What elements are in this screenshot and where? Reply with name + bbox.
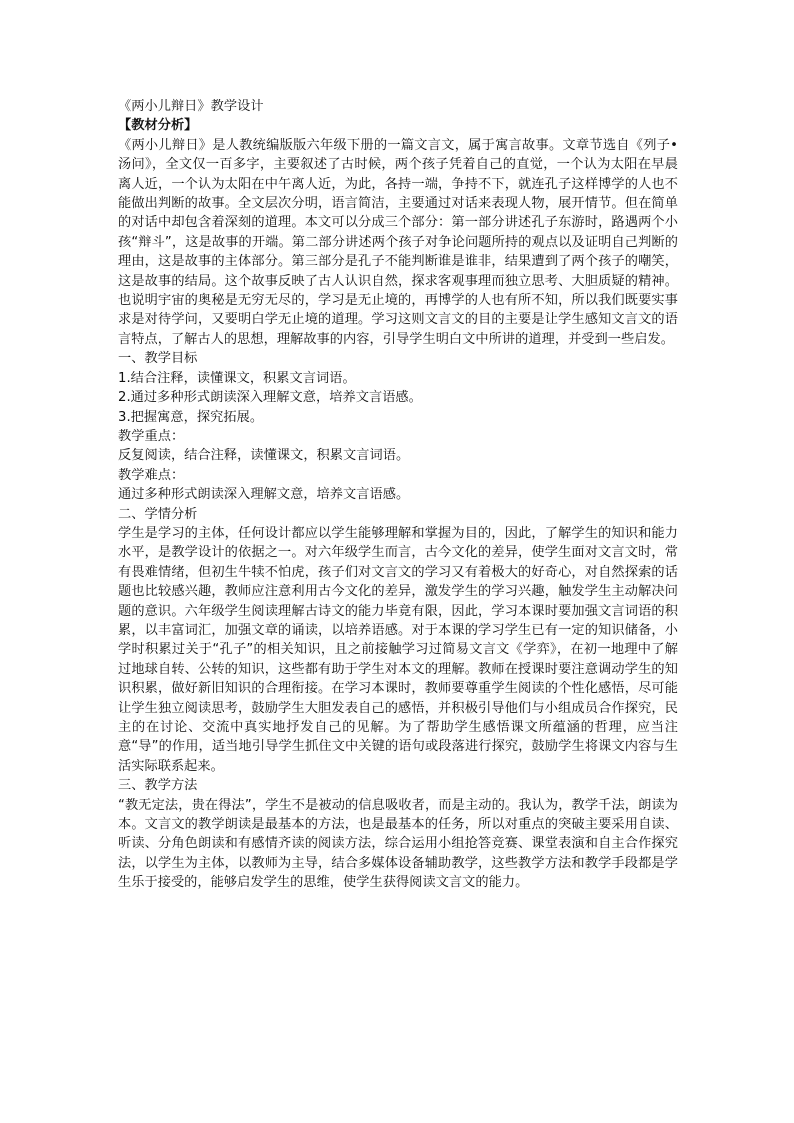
learner-analysis-paragraph: 学生是学习的主体，任何设计都应以学生能够理解和掌握为目的，因此，了解学生的知识和能力水平，是教学设计的依据之一。对六年级学生而言，古今文化的差异，使学生面对文言文时，常有畏难情绪，但初生牛犊不怕虎，孩子们对文言文的学习又有着极大的好奇心，对自然探索的话题也比较感兴趣，教师应注意利用古今文化的差异，激发学生的学习兴趣，触发学生主动解决问题的意识。六年级学生阅读理解古诗文的能力毕竟有限，因此，学习本课时要加强文言词语的积累，以丰富词汇，加强文章的诵读，以培养语感。对于本课的学习学生已有一定的知识储备，小学时积累过关于“孔子”的相关知识，且之前接触学习过简易文言文《学弈》，在初一地理中了解过地球自转、公转的知识，这些都有助于学生对本文的理解。教师在授课时要注意调动学生的知识积累，做好新旧知识的合理衔接。在学习本课时，教师要尊重学生阅读的个性化感悟，尽可能让学生独立阅读思考，鼓励学生大胆发表自己的感悟，并积极引导他们与小组成员合作探究，民主的在讨论、交流中真实地抒发自己的见解。为了帮助学生感悟课文所蕴涵的哲理，应当注意“导”的作用，适当地引导学生抓住文中关键的语句或段落进行探究，鼓励学生将课文内容与生活实际联系起来。 [118, 525, 678, 774]
textbook-analysis-heading: 【教材分析】 [118, 118, 198, 134]
teaching-goal-3: 3.把握寓意，探究拓展。 [118, 409, 264, 425]
learner-analysis-heading: 二、学情分析 [118, 506, 198, 522]
key-points-label: 教学重点： [118, 428, 185, 444]
teaching-goals-heading: 一、教学目标 [118, 351, 198, 367]
teaching-methods-paragraph: “教无定法，贵在得法”，学生不是被动的信息吸收者，而是主动的。我认为，教学千法，朗读为本。文言文的教学朗读是最基本的方法，也是最基本的任务，所以对重点的突破主要采用自读、听读、分角色朗读和有感情齐读的阅读方法，综合运用小组抢答竞赛、课堂表演和自主合作探究法，以学生为主体，以教师为主导，结合多媒体设备辅助教学，这些教学方法和教学手段都是学生乐于接受的，能够启发学生的思维，使学生获得阅读文言文的能力。 [118, 797, 678, 891]
teaching-methods-heading: 三、教学方法 [118, 778, 198, 794]
difficulties-text: 通过多种形式朗读深入理解文意，培养文言语感。 [118, 487, 410, 503]
document-title: 《两小儿辩日》教学设计 [118, 99, 264, 114]
difficulties-label: 教学难点： [118, 467, 185, 483]
textbook-analysis-paragraph: 《两小儿辩日》是人教统编版版六年级下册的一篇文言文，属于寓言故事。文章节选自《列子•汤问》，全文仅一百多字，主要叙述了古时候，两个孩子凭着自己的直觉，一个认为太阳在早晨离人近，一个认为太阳在中午离人近，为此，各持一端，争持不下，就连孔子这样博学的人也不能做出判断的故事。全文层次分明，语言简洁，主要通过对话来表现人物，展开情节。但在简单的对话中却包含着深刻的道理。本文可以分成三个部分：第一部分讲述孔子东游时，路遇两个小孩“辩斗”，这是故事的开端。第二部分讲述两个孩子对争论问题所持的观点以及证明自己判断的理由，这是故事的主体部分。第三部分是孔子不能判断谁是谁非，结果遭到了两个孩子的嘲笑，这是故事的结局。这个故事反映了古人认识自然，探求客观事理而独立思考、大胆质疑的精神。也说明宇宙的奥秘是无穷无尽的，学习是无止境的，再博学的人也有所不知，所以我们既要实事求是对待学问，又要明白学无止境的道理。学习这则文言文的目的主要是让学生感知文言文的语言特点，了解古人的思想，理解故事的内容，引导学生明白文中所讲的道理，并受到一些启发。 [118, 137, 678, 347]
teaching-goal-1: 1.结合注释，读懂课文，积累文言词语。 [118, 370, 356, 386]
document-page [118, 97, 678, 893]
key-points-text: 反复阅读，结合注释，读懂课文，积累文言词语。 [118, 448, 410, 464]
teaching-goal-2: 2.通过多种形式朗读深入理解文意，培养文言语感。 [118, 390, 422, 406]
